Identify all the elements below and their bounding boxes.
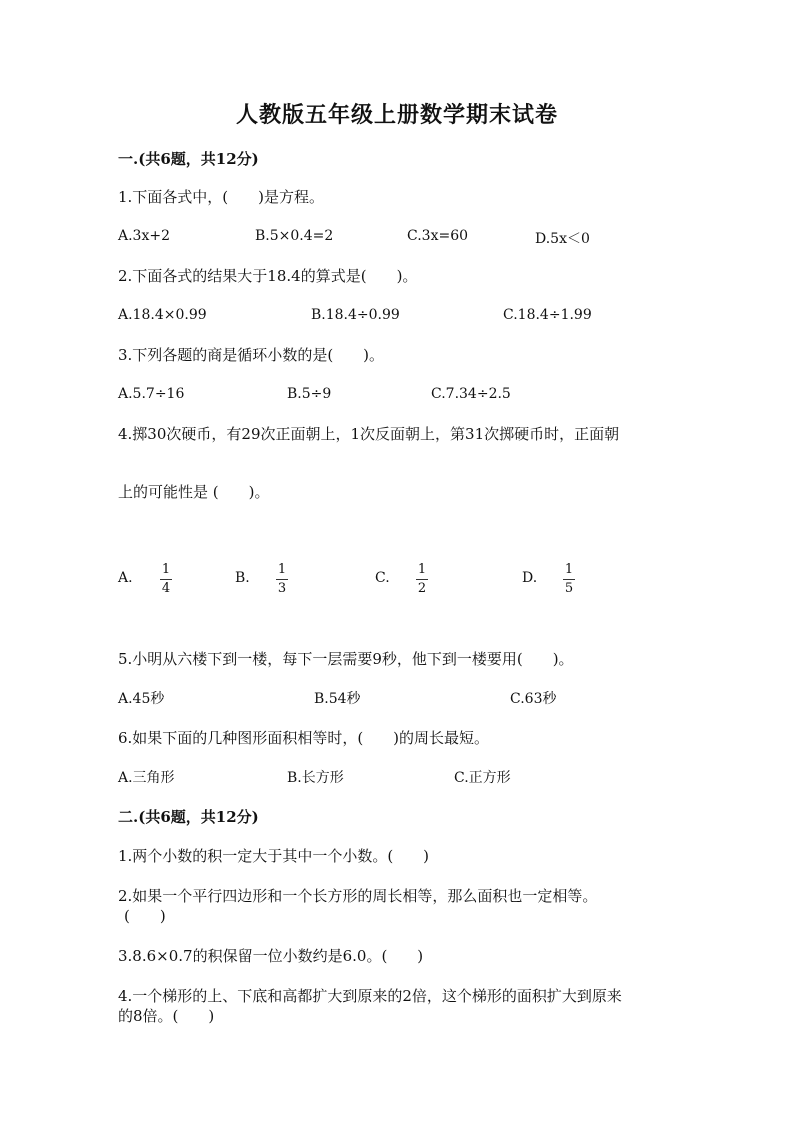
fraction-numerator: 1 bbox=[161, 562, 171, 577]
option-1-5-b: B.54秒 bbox=[314, 691, 361, 707]
option-1-5-c: C.63秒 bbox=[510, 691, 557, 707]
fraction-1-4 bbox=[159, 563, 173, 596]
option-1-3-c: C.7.34÷2.5 bbox=[431, 386, 511, 402]
question-2-3: 3.8.6×0.7的积保留一位小数约是6.0。( ) bbox=[118, 947, 424, 965]
option-1-5-a: A.45秒 bbox=[118, 691, 165, 707]
option-1-6-c: C.正方形 bbox=[454, 770, 511, 786]
fraction-numerator: 1 bbox=[564, 562, 574, 577]
section-heading-1: 一.(共6题，共12分) bbox=[118, 150, 259, 168]
fraction-bar bbox=[160, 579, 172, 580]
question-1-4-line2: 上的可能性是 ( )。 bbox=[118, 483, 270, 501]
question-2-4-line2: 的8倍。( ) bbox=[118, 1007, 215, 1025]
option-1-4-d-label: D. bbox=[522, 570, 538, 586]
option-1-1-b: B.5×0.4=2 bbox=[255, 228, 334, 244]
option-1-2-a: A.18.4×0.99 bbox=[118, 307, 207, 323]
option-1-1-c: C.3x=60 bbox=[407, 228, 469, 244]
fraction-1-5 bbox=[562, 563, 576, 596]
option-1-1-a: A.3x+2 bbox=[118, 228, 171, 244]
question-1-2: 2.下面各式的结果大于18.4的算式是( )。 bbox=[118, 267, 418, 285]
question-1-4-line1: 4.掷30次硬币，有29次正面朝上，1次反面朝上，第31次掷硬币时，正面朝 bbox=[118, 425, 620, 443]
question-2-1: 1.两个小数的积一定大于其中一个小数。( ) bbox=[118, 847, 430, 865]
option-1-4-a-label: A. bbox=[118, 570, 133, 586]
question-1-5: 5.小明从六楼下到一楼，每下一层需要9秒，他下到一楼要用( )。 bbox=[118, 650, 574, 668]
page-title: 人教版五年级上册数学期末试卷 bbox=[235, 102, 558, 128]
option-1-1-d: D.5x＜0 bbox=[535, 231, 590, 247]
option-1-4-c-label: C. bbox=[375, 570, 390, 586]
option-1-2-b: B.18.4÷0.99 bbox=[311, 307, 400, 323]
fraction-denominator: 3 bbox=[277, 581, 287, 596]
fraction-bar bbox=[416, 579, 428, 580]
question-1-3: 3.下列各题的商是循环小数的是( )。 bbox=[118, 346, 385, 364]
fraction-denominator: 5 bbox=[564, 581, 574, 596]
option-1-2-c: C.18.4÷1.99 bbox=[503, 307, 592, 323]
question-1-1: 1.下面各式中，( )是方程。 bbox=[118, 188, 325, 206]
fraction-numerator: 1 bbox=[277, 562, 287, 577]
option-1-6-a: A.三角形 bbox=[118, 770, 175, 786]
question-2-2-line2: ( ) bbox=[124, 907, 166, 925]
fraction-numerator: 1 bbox=[417, 562, 427, 577]
option-1-3-b: B.5÷9 bbox=[287, 386, 332, 402]
fraction-denominator: 2 bbox=[417, 581, 427, 596]
question-2-4-line1: 4.一个梯形的上、下底和高都扩大到原来的2倍，这个梯形的面积扩大到原来 bbox=[118, 987, 622, 1005]
fraction-bar bbox=[563, 579, 575, 580]
question-2-2-line1: 2.如果一个平行四边形和一个长方形的周长相等，那么面积也一定相等。 bbox=[118, 887, 598, 905]
option-1-3-a: A.5.7÷16 bbox=[118, 386, 185, 402]
option-1-4-b-label: B. bbox=[235, 570, 250, 586]
fraction-1-2 bbox=[415, 563, 429, 596]
question-1-6: 6.如果下面的几种图形面积相等时，( )的周长最短。 bbox=[118, 729, 490, 747]
section-heading-2: 二.(共6题，共12分) bbox=[118, 808, 259, 826]
fraction-bar bbox=[276, 579, 288, 580]
option-1-6-b: B.长方形 bbox=[287, 770, 344, 786]
fraction-denominator: 4 bbox=[161, 581, 171, 596]
fraction-1-3 bbox=[275, 563, 289, 596]
